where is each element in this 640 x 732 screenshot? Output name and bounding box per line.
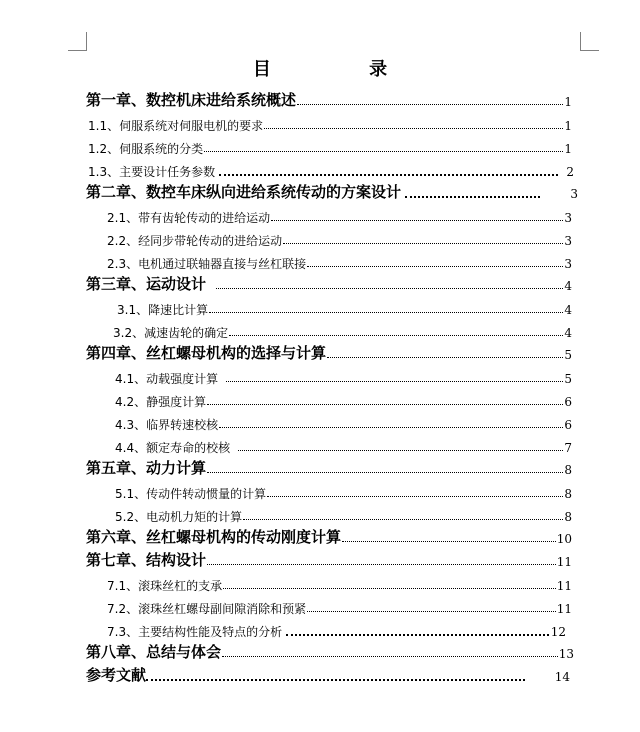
dot-leader [222,656,558,657]
page-number: 7 [564,441,572,455]
dot-leader [264,128,563,129]
dot-leader [307,611,556,612]
page-number: 1 [564,142,572,156]
dot-leader [209,312,563,313]
page-number: 2 [566,165,574,179]
page-number: 5 [564,348,572,362]
dot-leader [243,519,563,520]
dot-leader [342,541,556,542]
dot-leader [146,679,525,681]
dot-leader [327,357,563,358]
dot-leader [219,174,558,176]
page-corner-mark-top-right [580,32,599,51]
dot-leader [297,104,563,105]
dot-leader [207,472,563,473]
toc-entry-4-1[interactable]: 4.1、动载强度计算 5 [115,372,572,386]
toc-entry-2-2[interactable]: 2.2、经同步带轮传动的进给运动 3 [107,234,572,248]
page-number: 11 [556,579,572,593]
dot-leader [271,220,563,221]
dot-leader [204,151,563,152]
page-number: 11 [556,602,572,616]
dot-leader [207,404,563,405]
page-number: 3 [570,187,578,201]
dot-leader [229,335,563,336]
page-number: 1 [564,95,572,109]
toc-entry-references[interactable]: 参考文献 14 [86,666,570,684]
dot-leader [238,450,563,451]
toc-entry-3-1[interactable]: 3.1、降速比计算 4 [117,303,572,317]
toc-entry-4-2[interactable]: 4.2、静强度计算 6 [115,395,572,409]
toc-entry-2-3[interactable]: 2.3、电机通过联轴器直接与丝杠联接 3 [107,257,572,271]
page-number: 6 [564,395,572,409]
page-corner-mark-top-left [68,32,87,51]
dot-leader [283,243,563,244]
page-number: 4 [564,303,572,317]
page-number: 3 [564,257,572,271]
dot-leader [286,634,549,636]
toc-entry-4-4[interactable]: 4.4、额定寿命的校核 7 [115,441,572,455]
dot-leader [267,496,563,497]
toc-entry-chapter-1[interactable]: 第一章、数控机床进给系统概述 1 [86,91,572,109]
toc-entry-3-2[interactable]: 3.2、减速齿轮的确定 4 [113,326,572,340]
toc-entry-chapter-5[interactable]: 第五章、动力计算 8 [86,459,572,477]
toc-entry-7-2[interactable]: 7.2、滚珠丝杠螺母副间隙消除和预紧 11 [107,602,572,616]
page-number: 11 [556,555,572,569]
page-number: 8 [564,487,572,501]
page-number: 8 [564,463,572,477]
dot-leader [216,288,563,289]
page-number: 5 [564,372,572,386]
page-number: 12 [550,625,566,639]
toc-entry-7-1[interactable]: 7.1、滚珠丝杠的支承 11 [107,579,572,593]
toc-entry-chapter-2[interactable]: 第二章、数控车床纵向进给系统传动的方案设计 3 [86,183,578,201]
toc-entry-chapter-8[interactable]: 第八章、总结与体会 13 [86,643,574,661]
page-number: 14 [554,670,570,684]
toc-entry-4-3[interactable]: 4.3、临界转速校核 6 [115,418,572,432]
page-number: 3 [564,234,572,248]
page-number: 13 [558,647,574,661]
toc-entry-chapter-4[interactable]: 第四章、丝杠螺母机构的选择与计算 5 [86,344,572,362]
toc-entry-7-3[interactable]: 7.3、主要结构性能及特点的分析 12 [107,625,566,639]
page-number: 6 [564,418,572,432]
page-number: 8 [564,510,572,524]
toc-entry-1-2[interactable]: 1.2、伺服系统的分类 1 [88,142,572,156]
toc-entry-5-1[interactable]: 5.1、传动件转动惯量的计算 8 [115,487,572,501]
page-number: 3 [564,211,572,225]
page-number: 4 [564,279,572,293]
dot-leader [307,266,563,267]
dot-leader [223,588,556,589]
dot-leader [207,564,556,565]
toc-title: 目 录 [252,59,434,80]
dot-leader [226,381,563,382]
toc-entry-chapter-7[interactable]: 第七章、结构设计 11 [86,551,572,569]
toc-entry-chapter-3[interactable]: 第三章、运动设计 4 [86,275,572,293]
page-number: 4 [564,326,572,340]
toc-entry-1-3[interactable]: 1.3、主要设计任务参数 2 [88,165,574,179]
dot-leader [219,427,563,428]
toc-entry-5-2[interactable]: 5.2、电动机力矩的计算 8 [115,510,572,524]
dot-leader [405,196,540,198]
toc-entry-chapter-6[interactable]: 第六章、丝杠螺母机构的传动刚度计算 10 [86,528,572,546]
page-number: 1 [564,119,572,133]
toc-entry-2-1[interactable]: 2.1、带有齿轮传动的进给运动 3 [107,211,572,225]
toc-entry-1-1[interactable]: 1.1、伺服系统对伺服电机的要求 1 [88,119,572,133]
page-number: 10 [556,532,572,546]
